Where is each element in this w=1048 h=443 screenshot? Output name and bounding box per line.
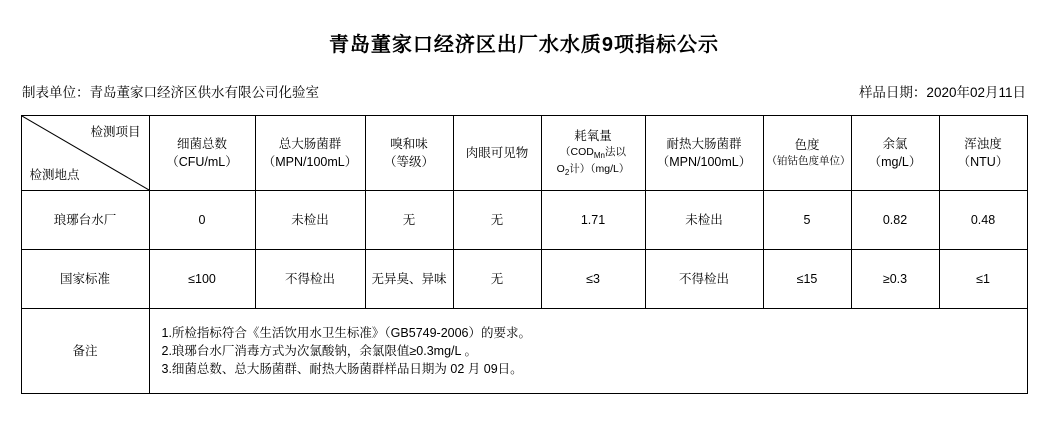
cell-value: ≤15 — [763, 250, 851, 309]
cell-value: 1.71 — [541, 191, 645, 250]
note-line: 1.所检指标符合《生活饮用水卫生标准》（GB5749-2006）的要求。 — [161, 325, 532, 340]
col-header-name: 总大肠菌群 — [278, 136, 342, 151]
table-row — [21, 191, 1027, 250]
cell-value: 不得检出 — [645, 250, 763, 309]
col-header-name: 余氯 — [882, 136, 908, 151]
col-header-name: 浑浊度 — [964, 136, 1002, 151]
row-label-standard: 国家标准 — [21, 250, 149, 309]
document-page — [0, 28, 1048, 443]
sample-date: 样品日期：2020年02月11日 — [858, 85, 1026, 100]
cell-value: 0.82 — [851, 191, 939, 250]
preparing-unit: 制表单位：青岛董家口经济区供水有限公司化验室 — [22, 85, 319, 100]
water-quality-table — [21, 115, 1028, 394]
corner-label-item: 检测项目 — [90, 125, 141, 139]
col-header-bacteria-count — [149, 116, 255, 191]
table-note-row — [21, 309, 1027, 394]
table-row — [21, 250, 1027, 309]
col-header-chroma — [763, 116, 851, 191]
cell-value: 未检出 — [255, 191, 365, 250]
col-header-unit: （$COD_{Mn}$法以 $O_2$计）（mg/L） — [556, 146, 630, 178]
cell-value: 0.48 — [939, 191, 1027, 250]
note-line: 3.细菌总数、总大肠菌群、耐热大肠菌群样品日期为 02 月 09日。 — [161, 362, 523, 377]
col-header-name: 细菌总数 — [176, 136, 227, 151]
page-title: 青岛董家口经济区出厂水水质9项指标公示 — [328, 34, 720, 56]
col-header-oxygen-consumption — [541, 116, 645, 191]
cell-value: ≤1 — [939, 250, 1027, 309]
col-header-name: 肉眼可见物 — [465, 145, 529, 160]
col-header-unit: （NTU） — [957, 155, 1009, 169]
table-header-row — [21, 116, 1027, 191]
col-header-name: 嗅和味 — [390, 136, 428, 151]
cell-value: ≤3 — [541, 250, 645, 309]
cell-value: 未检出 — [645, 191, 763, 250]
cell-value: 无 — [453, 191, 541, 250]
cell-value: 5 — [763, 191, 851, 250]
note-line: 2.琅琊台水厂消毒方式为次氯酸钠，余氯限值≥0.3mg/L 。 — [161, 343, 477, 358]
col-header-unit: （MPN/100mL） — [262, 155, 358, 169]
col-header-name: 色度 — [794, 138, 820, 153]
col-header-turbidity — [939, 116, 1027, 191]
cell-value: ≥0.3 — [851, 250, 939, 309]
document-meta — [0, 81, 1048, 101]
col-header-total-coliform — [255, 116, 365, 191]
row-label-plant: 琅琊台水厂 — [21, 191, 149, 250]
cell-value: 无 — [453, 250, 541, 309]
cell-value: 无异臭、异味 — [365, 250, 453, 309]
col-header-unit: （等级） — [383, 155, 434, 169]
col-header-residual-chlorine — [851, 116, 939, 191]
col-header-odor-taste — [365, 116, 453, 191]
cell-value: 无 — [365, 191, 453, 250]
col-header-unit: （MPN/100mL） — [656, 155, 752, 169]
col-header-name: 耗氧量 — [574, 129, 612, 144]
col-header-unit: （铂钴色度单位） — [766, 155, 851, 168]
cell-value: 0 — [149, 191, 255, 250]
col-header-thermotolerant-coliform — [645, 116, 763, 191]
note-body — [149, 309, 1027, 394]
corner-header-cell — [21, 116, 149, 191]
col-header-unit: （CFU/mL） — [166, 155, 238, 169]
corner-label-location: 检测地点 — [29, 167, 80, 182]
cell-value: 不得检出 — [255, 250, 365, 309]
col-header-unit: （mg/L） — [868, 155, 922, 169]
col-header-visible-matter — [453, 116, 541, 191]
cell-value: ≤100 — [149, 250, 255, 309]
note-label: 备注 — [21, 309, 149, 394]
col-header-name: 耐热大肠菌群 — [666, 136, 742, 151]
